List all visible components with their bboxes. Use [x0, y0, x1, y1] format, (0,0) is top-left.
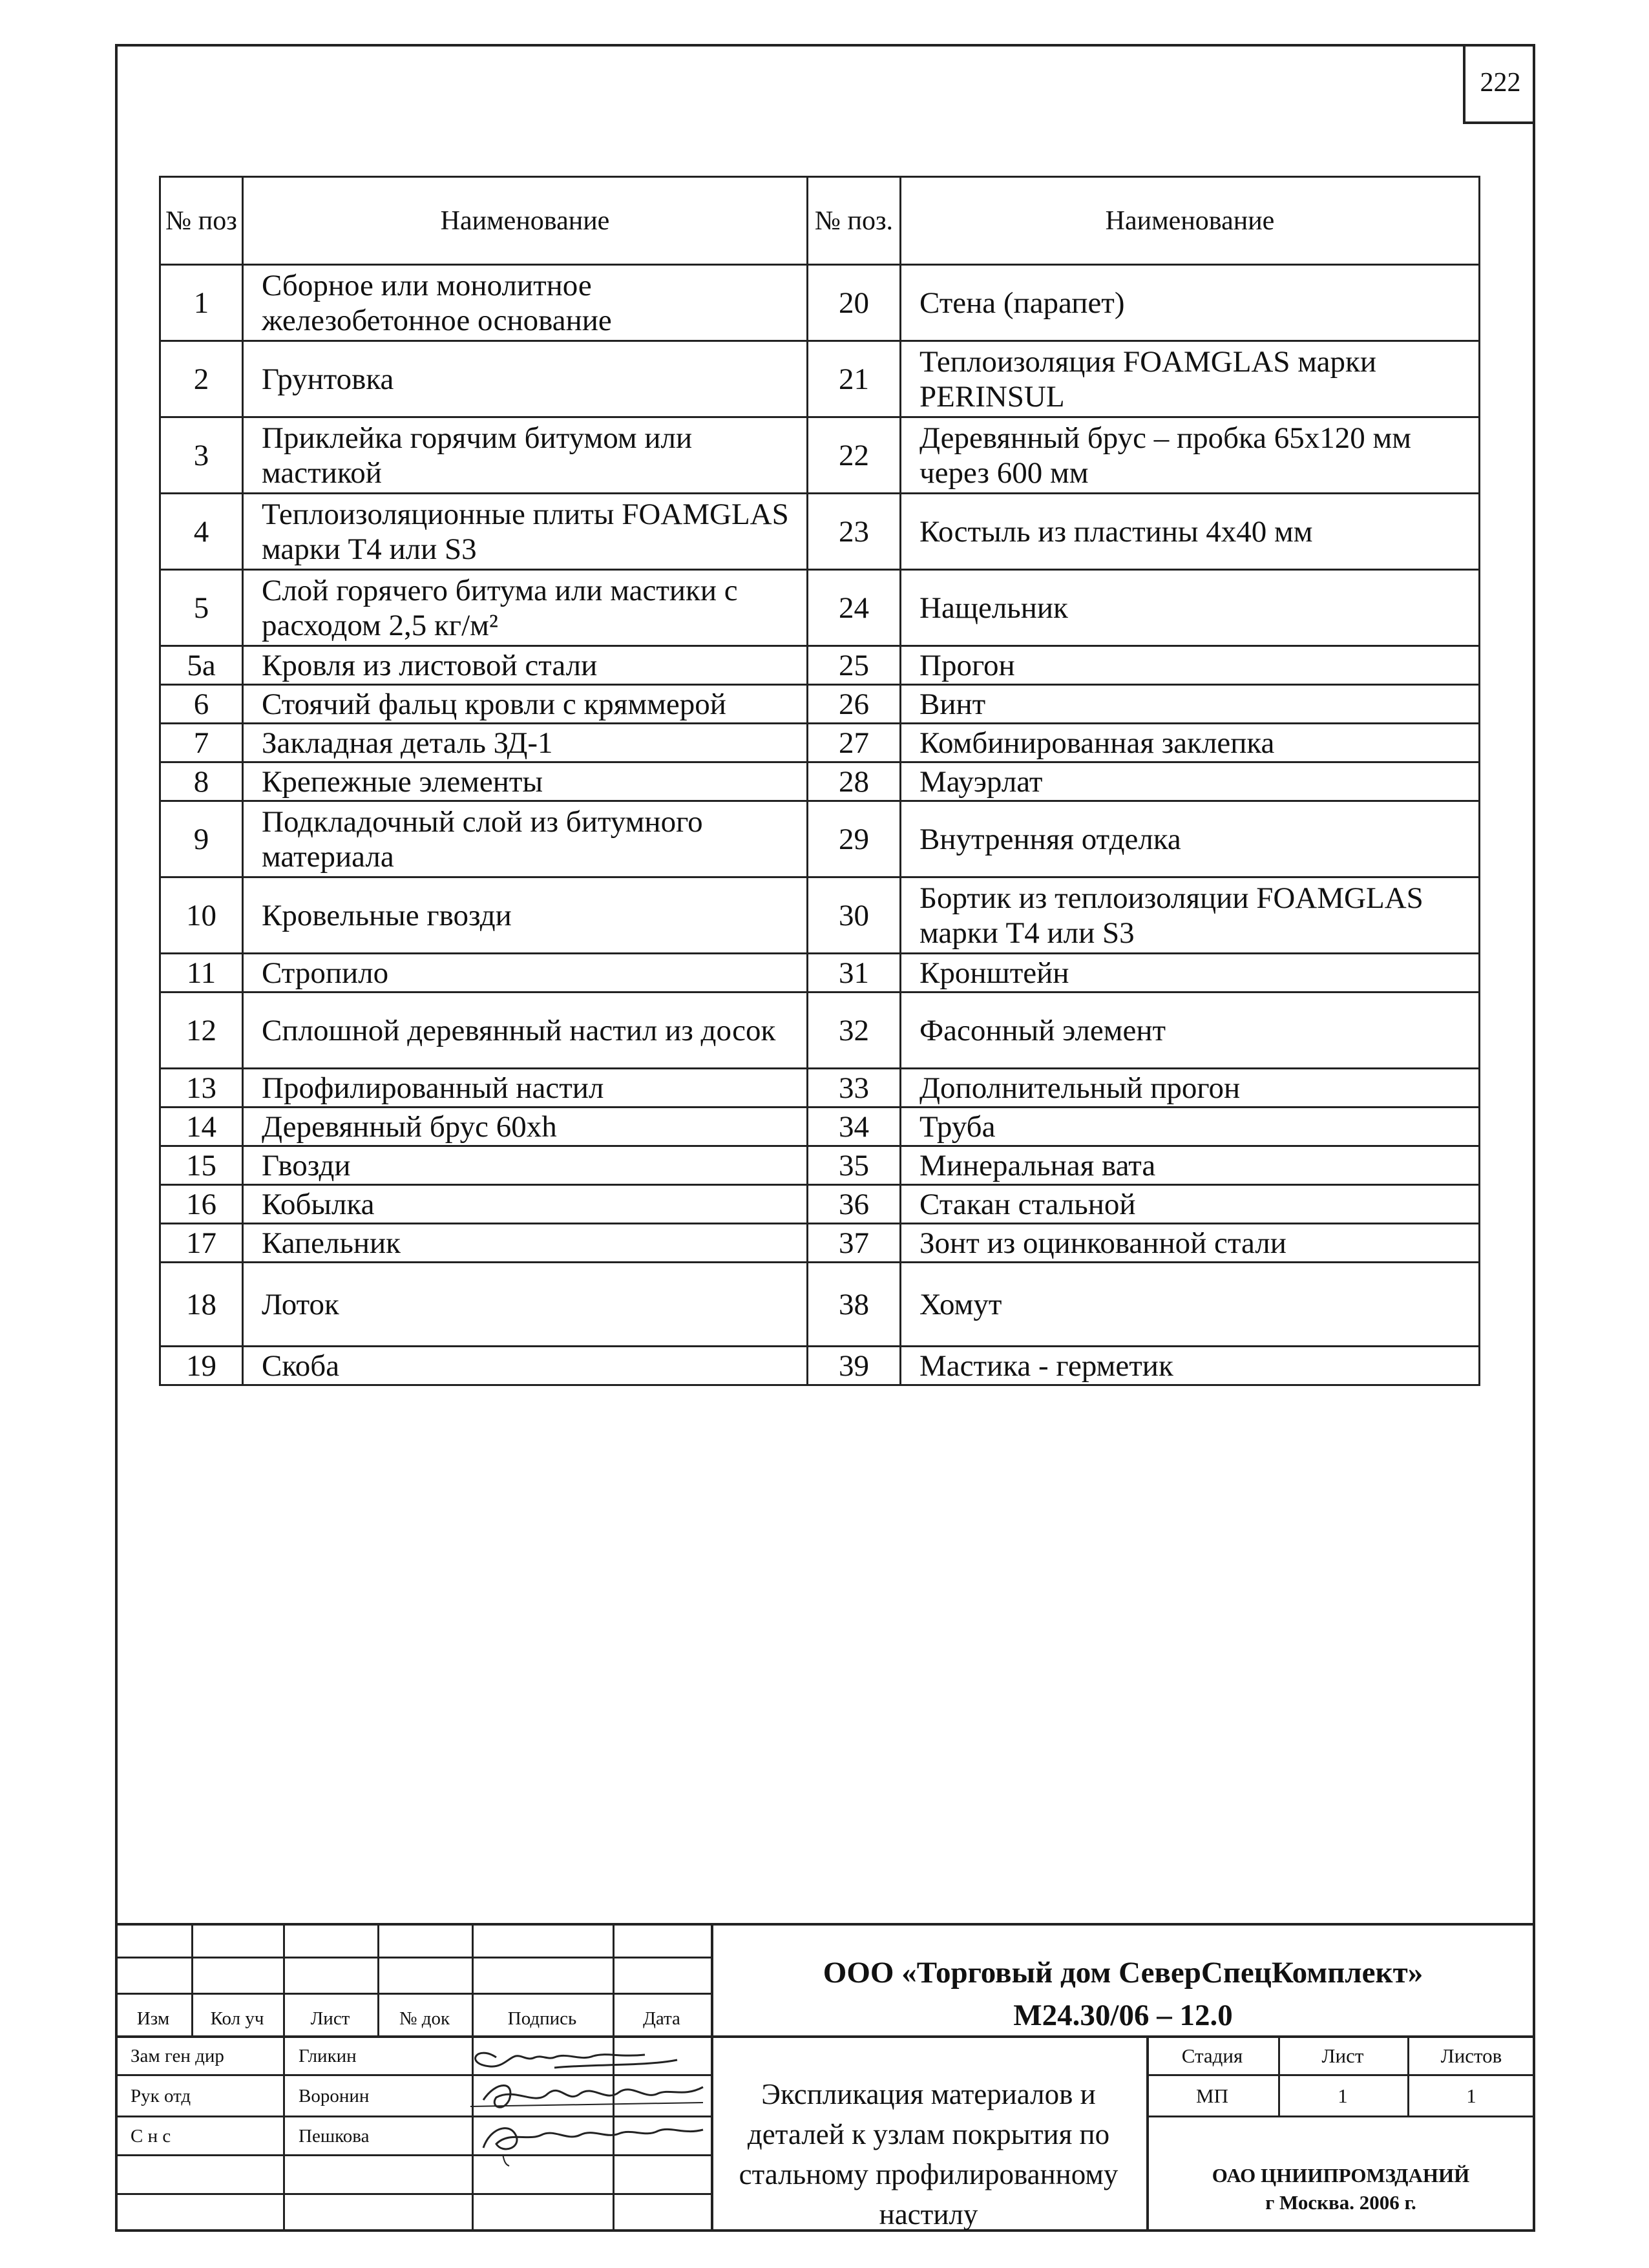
pos-left-cell: 1 [160, 265, 243, 341]
name-right-cell: Мастика - герметик [901, 1347, 1480, 1385]
table-row [160, 801, 1480, 877]
institute-city-year: г Москва. 2006 г. [1265, 2191, 1416, 2214]
header-name-right: Наименование [901, 177, 1480, 265]
name-right-cell: Дополнительный прогон [901, 1069, 1480, 1108]
name-right-cell: Стена (парапет) [901, 265, 1480, 341]
name-left-cell: Профилированный настил [243, 1069, 808, 1108]
pos-left-cell: 16 [160, 1185, 243, 1224]
pos-left-cell: 19 [160, 1347, 243, 1385]
table-row [160, 724, 1480, 762]
role-head-dept: Рук отд [131, 2086, 191, 2106]
title-block [115, 1923, 1535, 2232]
pos-right-cell: 33 [808, 1069, 901, 1108]
pos-right-cell: 34 [808, 1108, 901, 1146]
name-right-cell: Кронштейн [901, 954, 1480, 992]
table-row [160, 1069, 1480, 1108]
pos-left-cell: 9 [160, 801, 243, 877]
organization-block [711, 1951, 1535, 2037]
name-right-cell: Прогон [901, 646, 1480, 685]
name-left-cell: Сборное или монолитное железобетонное основание [243, 265, 808, 341]
pos-right-cell: 27 [808, 724, 901, 762]
pos-right-cell: 30 [808, 877, 901, 954]
sheet-value: 1 [1338, 2084, 1348, 2107]
table-row [160, 685, 1480, 724]
name-right-cell: Минеральная вата [901, 1146, 1480, 1185]
pos-right-cell: 36 [808, 1185, 901, 1224]
pos-left-cell: 10 [160, 877, 243, 954]
materials-table-body [160, 265, 1480, 1385]
table-row [160, 1185, 1480, 1224]
pos-left-cell: 7 [160, 724, 243, 762]
table-row [160, 494, 1480, 570]
pos-left-cell: 15 [160, 1146, 243, 1185]
table-row [160, 1224, 1480, 1263]
name-glikin: Гликин [299, 2046, 357, 2066]
name-voronin: Воронин [299, 2086, 370, 2106]
page-number-text: 222 [1480, 68, 1521, 98]
pos-left-cell: 13 [160, 1069, 243, 1108]
col-doc-num: № док [399, 2008, 450, 2029]
name-left-cell: Капельник [243, 1224, 808, 1263]
pos-right-cell: 38 [808, 1263, 901, 1347]
name-peshkova: Пешкова [299, 2126, 370, 2147]
pos-left-cell: 8 [160, 762, 243, 801]
table-row [160, 992, 1480, 1069]
stage-label: Стадия [1181, 2044, 1243, 2067]
table-row [160, 954, 1480, 992]
pos-left-cell: 14 [160, 1108, 243, 1146]
name-right-cell: Зонт из оцинкованной стали [901, 1224, 1480, 1263]
pos-left-cell: 5а [160, 646, 243, 685]
pos-right-cell: 39 [808, 1347, 901, 1385]
role-deputy-director: Зам ген дир [131, 2046, 224, 2066]
stage-value: МП [1196, 2084, 1228, 2107]
table-row [160, 1347, 1480, 1385]
organization-name: ООО «Торговый дом СеверСпецКомплект» [823, 1956, 1423, 1990]
document-code: М24.30/06 – 12.0 [1013, 1999, 1233, 2032]
pos-right-cell: 25 [808, 646, 901, 685]
name-right-cell: Хомут [901, 1263, 1480, 1347]
name-right-cell: Деревянный брус – пробка 65х120 мм через 600 мм [901, 417, 1480, 494]
name-right-cell: Нащельник [901, 570, 1480, 646]
pos-right-cell: 21 [808, 341, 901, 417]
pos-right-cell: 31 [808, 954, 901, 992]
name-left-cell: Кровельные гвозди [243, 877, 808, 954]
pos-left-cell: 11 [160, 954, 243, 992]
pos-left-cell: 4 [160, 494, 243, 570]
name-right-cell: Костыль из пластины 4х40 мм [901, 494, 1480, 570]
header-num-right: № поз. [808, 177, 901, 265]
materials-table [159, 176, 1480, 1386]
name-left-cell: Лоток [243, 1263, 808, 1347]
pos-left-cell: 12 [160, 992, 243, 1069]
name-left-cell: Скоба [243, 1347, 808, 1385]
name-right-cell: Фасонный элемент [901, 992, 1480, 1069]
name-right-cell: Бортик из теплоизоляции FOAMGLAS марки T4 или S3 [901, 877, 1480, 954]
pos-right-cell: 23 [808, 494, 901, 570]
name-right-cell: Теплоизоляция FOAMGLAS марки PERINSUL [901, 341, 1480, 417]
name-left-cell: Закладная деталь ЗД-1 [243, 724, 808, 762]
name-left-cell: Сплошной деревянный настил из досок [243, 992, 808, 1069]
pos-left-cell: 5 [160, 570, 243, 646]
signature-peshkova [464, 2116, 709, 2167]
table-row [160, 877, 1480, 954]
name-right-cell: Мауэрлат [901, 762, 1480, 801]
table-row [160, 1108, 1480, 1146]
name-left-cell: Стоячий фальц кровли с кряммерой [243, 685, 808, 724]
document-title: Экспликация материалов и деталей к узлам покрытия по стальному профилированному настилу [739, 2078, 1119, 2231]
signature-voronin [457, 2074, 709, 2119]
col-list: Лист [310, 2008, 350, 2029]
pos-right-cell: 28 [808, 762, 901, 801]
name-left-cell: Грунтовка [243, 341, 808, 417]
pos-right-cell: 20 [808, 265, 901, 341]
name-right-cell: Внутренняя отделка [901, 801, 1480, 877]
table-row [160, 570, 1480, 646]
sheets-label: Листов [1440, 2044, 1502, 2067]
pos-left-cell: 18 [160, 1263, 243, 1347]
table-row [160, 1146, 1480, 1185]
name-left-cell: Приклейка горячим битумом или мастикой [243, 417, 808, 494]
pos-right-cell: 26 [808, 685, 901, 724]
col-kol-uch: Кол уч [210, 2008, 264, 2029]
col-signature: Подпись [507, 2008, 577, 2029]
name-right-cell: Труба [901, 1108, 1480, 1146]
table-header-row [160, 177, 1480, 265]
name-left-cell: Деревянный брус 60хh [243, 1108, 808, 1146]
role-senior-researcher: С н с [131, 2126, 171, 2147]
table-row [160, 417, 1480, 494]
name-left-cell: Крепежные элементы [243, 762, 808, 801]
table-row [160, 265, 1480, 341]
page-number [1463, 44, 1535, 124]
sheet-label: Лист [1321, 2044, 1364, 2067]
name-right-cell: Стакан стальной [901, 1185, 1480, 1224]
name-left-cell: Гвозди [243, 1146, 808, 1185]
pos-left-cell: 3 [160, 417, 243, 494]
header-name-left: Наименование [243, 177, 808, 265]
signature-glikin [451, 2038, 684, 2077]
name-left-cell: Подкладочный слой из битумного материала [243, 801, 808, 877]
institute-name: ОАО ЦНИИПРОМЗДАНИЙ [1212, 2164, 1470, 2187]
pos-right-cell: 32 [808, 992, 901, 1069]
table-row [160, 762, 1480, 801]
table-row [160, 341, 1480, 417]
pos-right-cell: 29 [808, 801, 901, 877]
name-right-cell: Комбинированная заклепка [901, 724, 1480, 762]
name-right-cell: Винт [901, 685, 1480, 724]
header-num-left: № поз [160, 177, 243, 265]
name-left-cell: Слой горячего битума или мастики с расходом 2,5 кг/м² [243, 570, 808, 646]
pos-left-cell: 6 [160, 685, 243, 724]
col-date: Дата [643, 2008, 680, 2029]
name-left-cell: Теплоизоляционные плиты FOAMGLAS марки T4 или S3 [243, 494, 808, 570]
table-row [160, 1263, 1480, 1347]
name-left-cell: Кровля из листовой стали [243, 646, 808, 685]
name-left-cell: Стропило [243, 954, 808, 992]
pos-left-cell: 17 [160, 1224, 243, 1263]
pos-right-cell: 37 [808, 1224, 901, 1263]
col-izm: Изм [136, 2008, 170, 2029]
sheets-value: 1 [1466, 2084, 1476, 2107]
table-row [160, 646, 1480, 685]
pos-right-cell: 24 [808, 570, 901, 646]
pos-right-cell: 22 [808, 417, 901, 494]
name-left-cell: Кобылка [243, 1185, 808, 1224]
pos-right-cell: 35 [808, 1146, 901, 1185]
institute-block [1146, 2162, 1535, 2216]
pos-left-cell: 2 [160, 341, 243, 417]
